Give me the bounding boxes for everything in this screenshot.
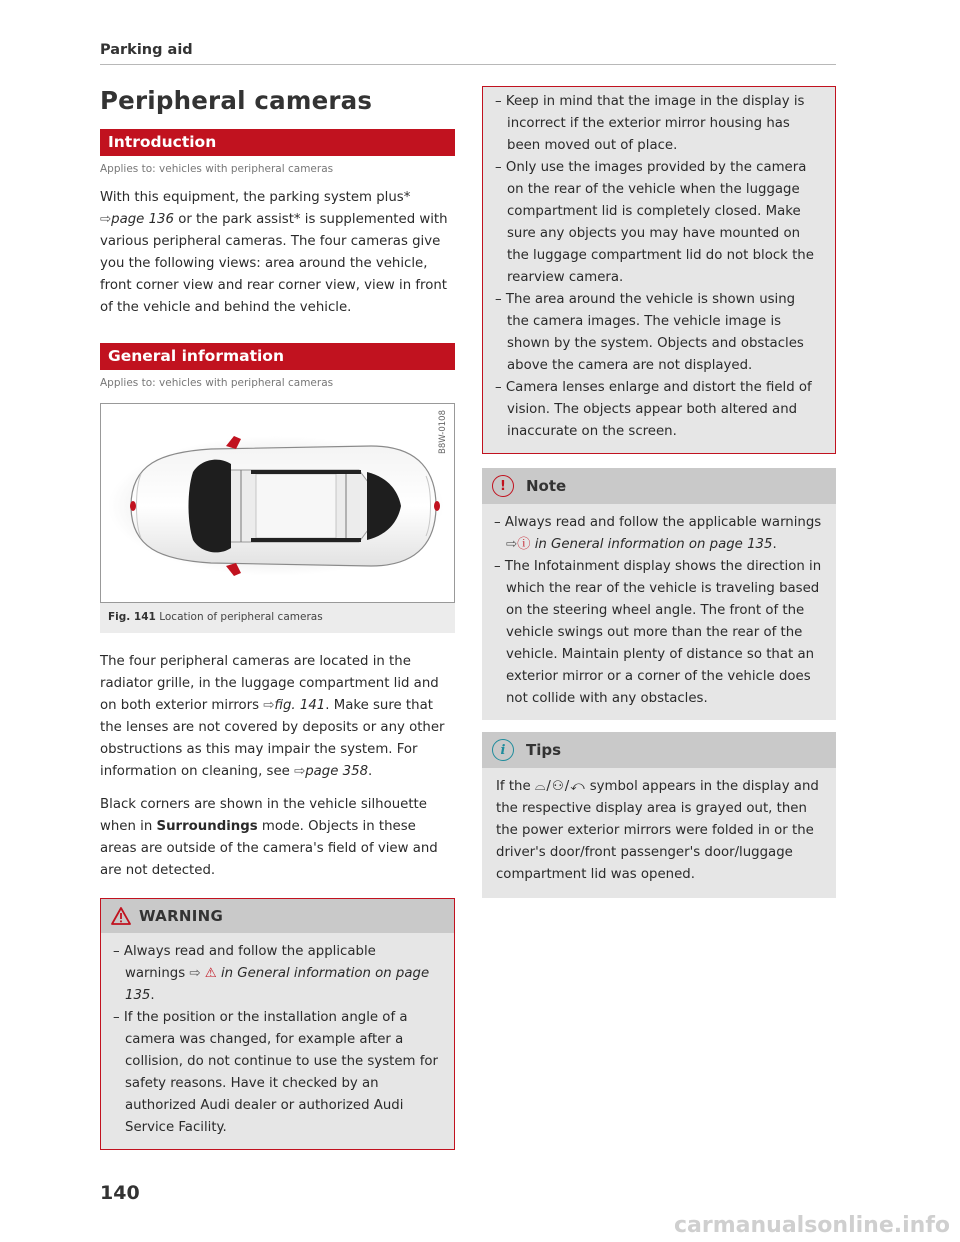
right-column	[482, 86, 836, 898]
list-item: – If the position or the installation angle of a camera was changed, for example after a collision, do not continue to use the system for safety reasons. Have it checked by an authorized Audi dealer or authorized Audi Service Facility.	[113, 1010, 438, 1135]
page-reference-link[interactable]: ⇨page 136	[100, 212, 174, 227]
note-title: Note	[526, 477, 567, 495]
introduction-heading: Introduction	[100, 129, 455, 156]
list-item: – Keep in mind that the image in the display is incorrect if the exterior mirror housing has been moved out of place.	[495, 94, 805, 153]
section-header: Parking aid	[100, 42, 193, 58]
page-title: Peripheral cameras	[100, 86, 373, 115]
figure-reference-link[interactable]: ⇨fig. 141	[263, 698, 326, 713]
figure-caption: Fig. 141 Location of peripheral cameras	[100, 603, 455, 633]
warning-list	[483, 87, 835, 453]
note-box	[482, 468, 836, 720]
camera-location-paragraph: The four peripheral cameras are located in the radiator grille, in the luggage compartment lid and on both exterior mirrors ⇨fig. 141. Make sure that the lenses are not covered by deposits or any other obstructions as this may impair the system. For information on cleaning, see ⇨page 358.	[100, 654, 445, 779]
intro-paragraph: With this equipment, the parking system plus* ⇨page 136 or the park assist* is supplemented with various peripheral cameras. The four cameras give you the following views: area around the vehicle, front corner view and rear corner view, view in front of the vehicle and behind the vehicle.	[100, 190, 448, 315]
note-reference-link[interactable]: ⇨ⓘ in General information on page 135	[506, 537, 773, 552]
applies-note: Applies to: vehicles with peripheral cameras	[100, 163, 334, 175]
warning-triangle-icon	[111, 907, 131, 925]
note-list	[482, 504, 836, 720]
page-number: 140	[100, 1182, 140, 1204]
list-item: – The area around the vehicle is shown using the camera images. The vehicle image is shown by the system. Objects and obstacles above the camera are not displayed.	[495, 292, 804, 373]
warning-reference-link[interactable]: ⇨ ⚠ in General information on page 135	[125, 966, 430, 1003]
tips-paragraph: If the ⌓/⚇/⤺ symbol appears in the display and the respective display area is grayed out, then the power exterior mirrors were folded in or the driver's door/front passenger's door/luggage compartment lid was opened.	[496, 779, 819, 882]
arrow-icon: ⇨	[100, 212, 112, 227]
tips-box	[482, 732, 836, 898]
warning-box-continued	[482, 86, 836, 454]
warning-box	[100, 898, 455, 1150]
figure-code: B8W-0108	[438, 410, 448, 454]
info-circle-icon: i	[492, 739, 514, 761]
warning-list	[101, 933, 454, 1149]
arrow-icon: ⇨	[189, 966, 201, 981]
tips-title: Tips	[526, 741, 562, 759]
arrow-icon: ⇨	[263, 698, 275, 713]
figure-label: Fig. 141	[108, 611, 156, 623]
car-figure	[100, 403, 455, 603]
warning-header	[101, 899, 454, 933]
note-header	[482, 468, 836, 504]
watermark: carmanualsonline.info	[674, 1213, 950, 1238]
general-information-heading: General information	[100, 343, 455, 370]
header-divider	[100, 64, 836, 65]
arrow-icon: ⇨	[506, 537, 518, 552]
exclamation-circle-icon: ⓘ	[517, 537, 531, 552]
exclamation-circle-icon: !	[492, 475, 514, 497]
list-item: – Always read and follow the applicable warnings ⇨ ⚠ in General information on page 135.	[113, 944, 430, 1003]
applies-note: Applies to: vehicles with peripheral cameras	[100, 377, 334, 389]
list-item: – Always read and follow the applicable warnings ⇨ⓘ in General information on page 135.	[494, 515, 822, 552]
arrow-icon: ⇨	[294, 764, 306, 779]
tips-header	[482, 732, 836, 768]
car-top-view-illustration	[101, 404, 454, 602]
page-reference-link[interactable]: ⇨page 358	[294, 764, 369, 779]
list-item: – The Infotainment display shows the direction in which the rear of the vehicle is traveling based on the steering wheel angle. The front of the vehicle swings out more than the rear of the vehicle. Maintain plenty of distance so that an exterior mirror or a corner of the vehicle does not collide with any obstacles.	[494, 559, 822, 706]
left-column	[100, 82, 455, 1150]
warning-triangle-icon: ⚠	[204, 966, 217, 981]
camera-status-symbols-icon: ⌓/⚇/⤺	[534, 779, 586, 794]
warning-title: WARNING	[139, 907, 224, 925]
black-corners-paragraph: Black corners are shown in the vehicle silhouette when in Surroundings mode. Objects in these areas are outside of the camera's field of view and are not detected.	[100, 797, 438, 878]
list-item: – Only use the images provided by the camera on the rear of the vehicle when the luggage compartment lid is completely closed. Make sure any objects you may have mounted on the luggage compartment lid do not block the rearview camera.	[495, 160, 814, 285]
list-item: – Camera lenses enlarge and distort the field of vision. The objects appear both altered and inaccurate on the screen.	[495, 380, 812, 439]
